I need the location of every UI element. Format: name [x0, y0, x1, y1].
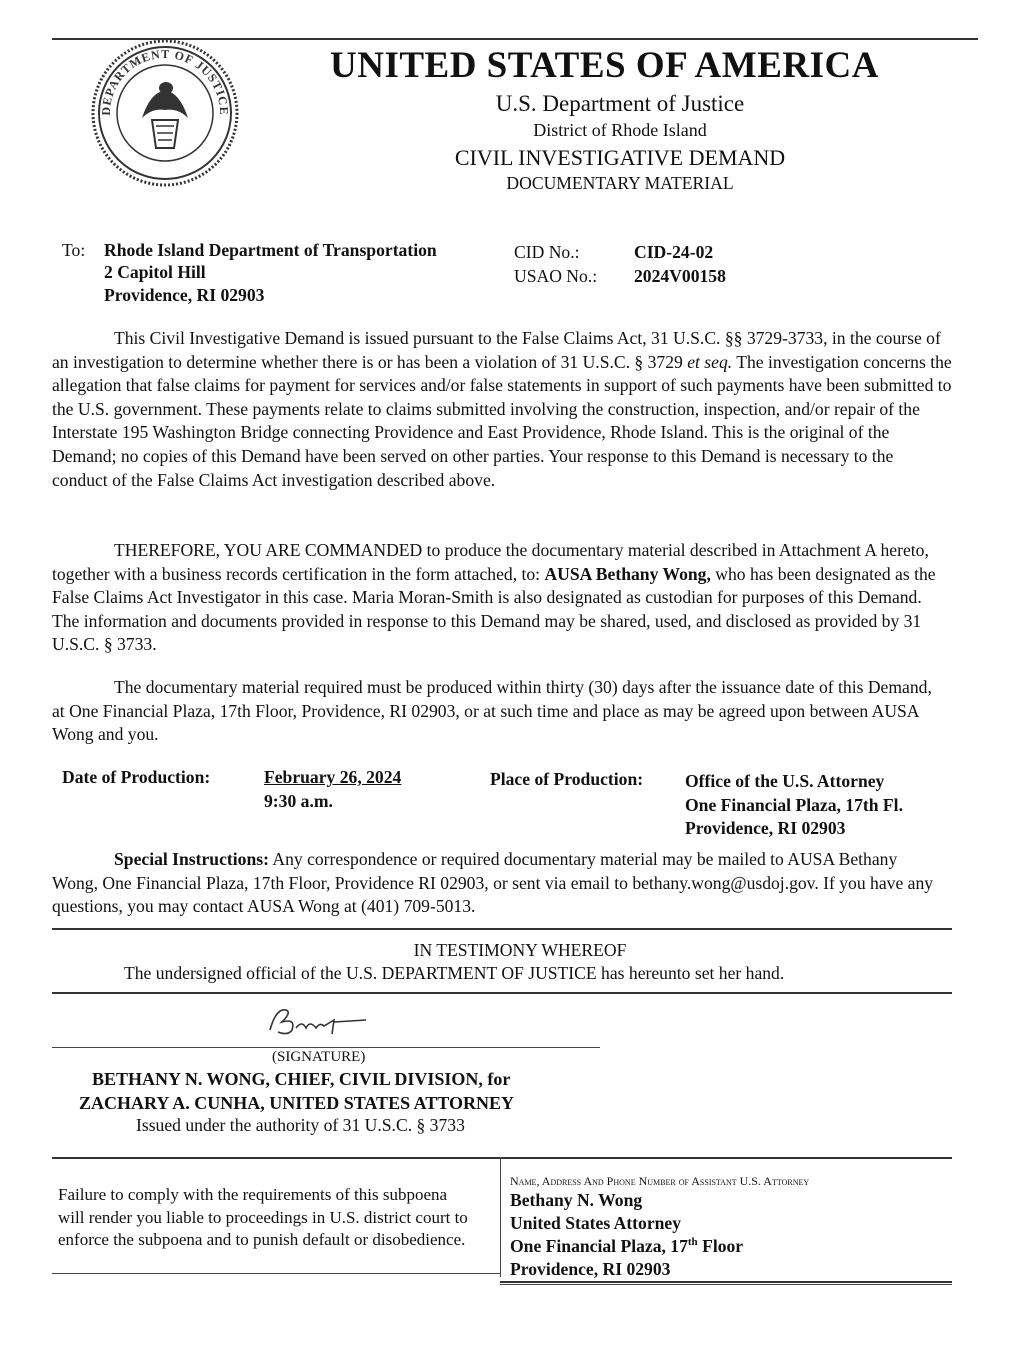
country-title: UNITED STATES OF AMERICA [330, 45, 879, 86]
document-type: CIVIL INVESTIGATIVE DEMAND [454, 145, 786, 170]
footer-bottom-rule [500, 1281, 952, 1283]
contact-address-floor: Floor [697, 1236, 744, 1256]
doj-seal-icon [90, 38, 240, 188]
district-name: District of Rhode Island [533, 120, 707, 140]
recipient-address-2: Providence, RI 02903 [104, 285, 265, 305]
contact-address-sup: th [687, 1236, 698, 1249]
document-subtype: DOCUMENTARY MATERIAL [506, 173, 734, 193]
recipient-name: Rhode Island Department of Transportation [104, 240, 437, 260]
divider-testimony [52, 992, 952, 994]
testimony-text: The undersigned official of the U.S. DEPARTMENT OF JUSTICE has hereunto set her hand. [124, 963, 785, 983]
footer-divider [500, 1157, 501, 1277]
contact-address [510, 1236, 743, 1257]
seal-text: DEPARTMENT OF JUSTICE [98, 46, 232, 116]
cid-value: CID-24-02 [634, 242, 714, 262]
footer-top-rule [52, 1157, 952, 1159]
contact-name: Bethany N. Wong [510, 1190, 643, 1210]
footer-warning: Failure to comply with the requirements of this subpoena will render you liable to proceedings in U.S. district court to enforce the subpoena and to punish default or disobedience. [58, 1185, 468, 1249]
special-instructions-text: Any correspondence or required documentary material may be mailed to AUSA Bethany Wong, One Financial Plaza, 17th Floor, Providence RI 02903, or sent via email to bethany.wong@usdoj.gov. If you have any questions, you may contact AUSA Wong at (401) 709-5013. [52, 849, 934, 917]
footer-warning-underline [52, 1273, 500, 1274]
signatory-line-2: ZACHARY A. CUNHA, UNITED STATES ATTORNEY [79, 1093, 514, 1113]
production-date: February 26, 2024 [264, 767, 402, 787]
usao-label: USAO No.: [514, 266, 598, 286]
date-of-production-label: Date of Production: [62, 767, 211, 787]
to-label: To: [62, 240, 86, 260]
para2-text-b: who has been designated as the False Claims Act Investigator in this case. Maria Moran-Smith is also designated as custodian for purposes of this Demand. The information and documents provided in response to this Demand may be shared, used, and disclosed as provided by 31 U.S.C. § 3733. [52, 563, 936, 655]
para2-text-a: THEREFORE, YOU ARE COMMANDED to produce the documentary material described in Attachment A hereto, together with a business records certification in the form attached, to: [52, 540, 929, 584]
footer-bottom-rule-2 [500, 1284, 952, 1285]
production-place-1: Office of the U.S. Attorney [685, 771, 885, 791]
para1-et-seq: et seq. [687, 351, 733, 372]
special-instructions-label: Special Instructions: [114, 849, 269, 869]
place-of-production-label: Place of Production: [490, 769, 644, 789]
testimony-title: IN TESTIMONY WHEREOF [413, 940, 627, 960]
para2-investigator: AUSA Bethany Wong, [544, 563, 711, 584]
paragraph-command [52, 539, 942, 657]
usao-value: 2024V00158 [634, 266, 726, 286]
contact-label: Name, Address And Phone Number of Assistant U.S. Attorney [510, 1174, 810, 1188]
paragraph-deadline: The documentary material required must be produced within thirty (30) days after the issuance date of this Demand, at One Financial Plaza, 17th Floor, Providence, RI 02903, or at such time and place as may be agreed upon between AUSA Wong and you. [52, 677, 932, 745]
divider-special [52, 928, 952, 930]
para1-text-a: This Civil Investigative Demand is issued pursuant to the False Claims Act, 31 U.S.C. §§ 3729-3733, in the course of an investigation to determine whether there is or has been a violation of 31 U.S.C. § 3729 [52, 328, 941, 372]
production-time: 9:30 a.m. [264, 791, 333, 811]
signatory-authority: Issued under the authority of 31 U.S.C. § 3733 [136, 1115, 465, 1135]
signature-mark-icon [262, 1000, 372, 1044]
production-place-2: One Financial Plaza, 17th Fl. [685, 795, 903, 815]
signature-line [52, 1047, 600, 1048]
signatory-line-1: BETHANY N. WONG, CHIEF, CIVIL DIVISION, for [92, 1069, 511, 1089]
signature-caption: (SIGNATURE) [272, 1049, 366, 1065]
department-name: U.S. Department of Justice [495, 91, 745, 116]
cid-label: CID No.: [514, 242, 580, 262]
recipient-address-1: 2 Capitol Hill [104, 262, 206, 282]
para1-text-b: The investigation concerns the allegation that false claims for payment for services and/or false statements in support of such payments have been submitted to the U.S. government. These payments relate to claims submitted involving the construction, inspection, and/or repair of the Interstate 195 Washington Bridge connecting Providence and East Providence, Rhode Island. This is the original of the Demand; no copies of this Demand have been served on other parties. Your response to this Demand is necessary to the conduct of the False Claims Act investigation described above. [52, 351, 952, 490]
contact-title: United States Attorney [510, 1213, 682, 1233]
paragraph-authority [52, 327, 952, 492]
production-place-3: Providence, RI 02903 [685, 818, 846, 838]
special-instructions [52, 848, 942, 919]
contact-city: Providence, RI 02903 [510, 1259, 671, 1279]
contact-address-main: One Financial Plaza, 17 [510, 1236, 688, 1256]
